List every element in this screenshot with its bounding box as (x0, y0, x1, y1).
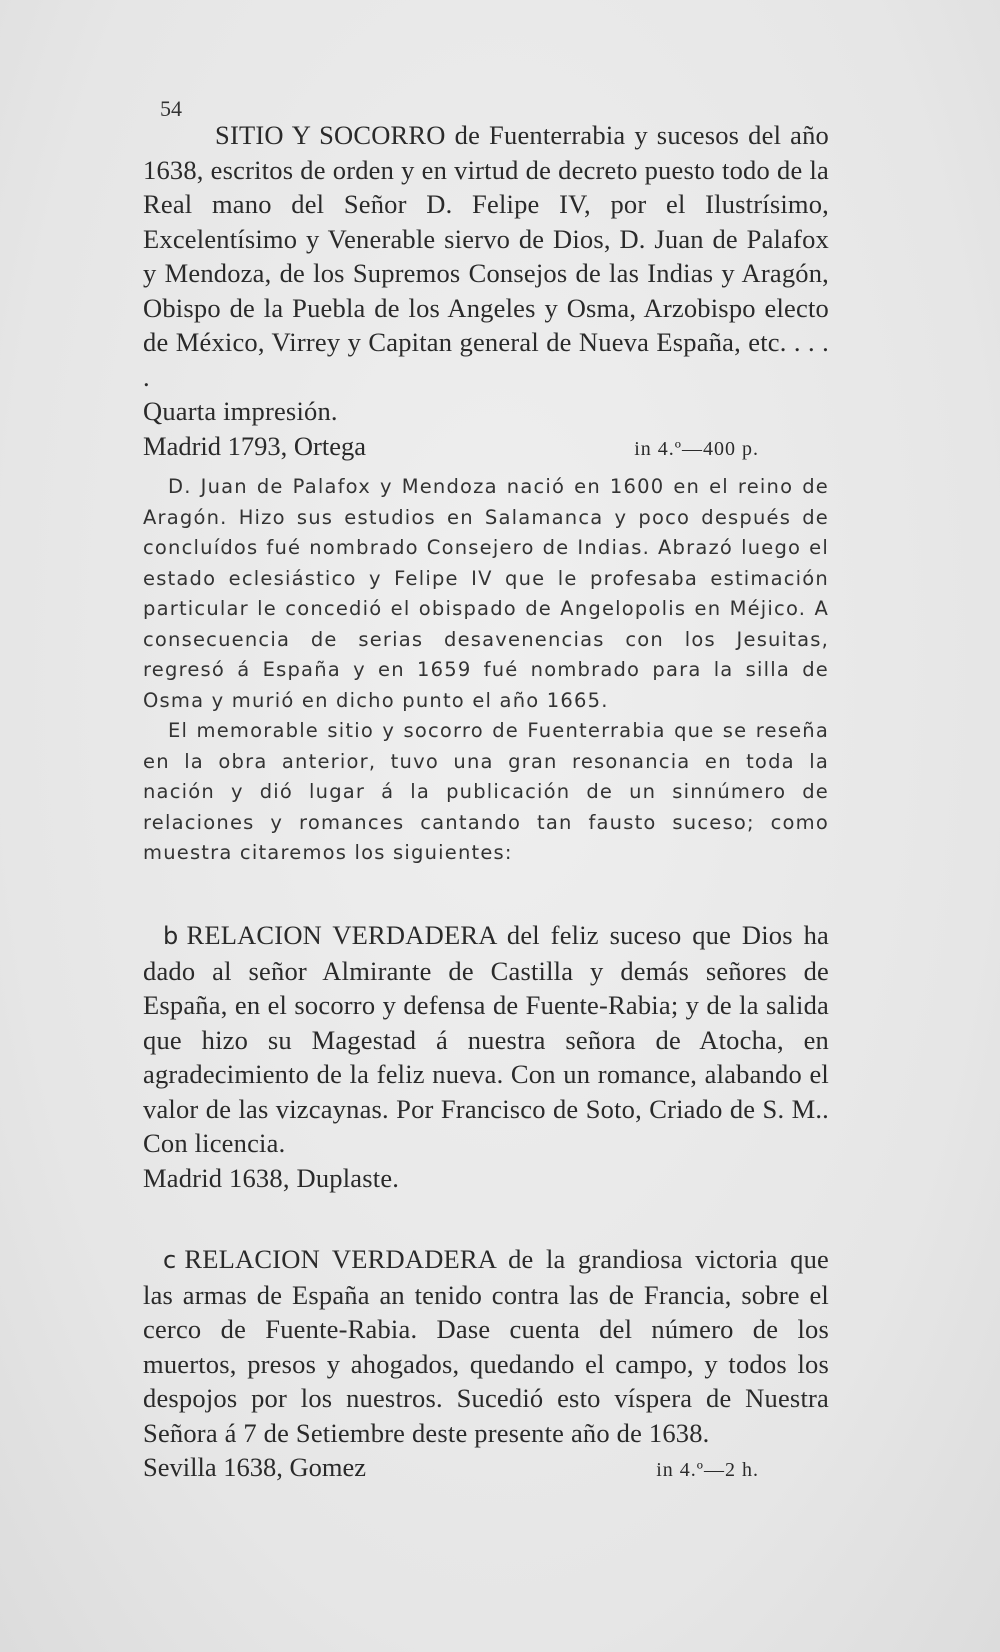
entry-a-title: SITIO Y SOCORRO de Fuenterrabia y sucesos del año 1638, escritos de orden y en virtud de decreto puesto todo de la Real mano del Señor D. Felipe IV, por el Ilustrísimo, Excelentísimo y Venerable siervo de Dios, D. Juan de Palafox y Mendoza, de los Supremos Consejos de las Indias y Aragón, Obispo de la Puebla de los Angeles y Osma, Arzobispo electo de México, Virrey y Capitan general de Nueva España, etc. . . . . (143, 120, 829, 392)
note-paragraph-2: El memorable sitio y socorro de Fuenterrabia que se reseña en la obra anterior, tuvo una gran resonancia en toda la nación y dió lugar á la publicación de un sinnúmero de relaciones y romances cantando tan fausto suceso; como muestra citaremos los siguientes: (143, 719, 829, 864)
entry-c-marker: c (163, 1246, 177, 1274)
entry-c-imprint-line (143, 1450, 829, 1488)
bibliography-entry-c (143, 1242, 829, 1488)
entry-a-edition: Quarta impresión. (143, 396, 338, 426)
bibliography-entry-a (143, 118, 829, 466)
entry-c-imprint: Sevilla 1638, Gomez (143, 1452, 366, 1482)
entry-a-format: in 4.º—400 p. (634, 437, 759, 460)
commentary-note (143, 472, 829, 869)
entry-b-marker: b (163, 922, 179, 950)
entry-b-text: b RELACION VERDADERA del feliz suceso que Dios ha dado al señor Almirante de Castilla y demás señores de España, en el socorro y defensa de Fuente-Rabia; y de la salida que hizo su Magestad á nuestra señora de Atocha, en agradecimiento de la feliz nueva. Con un romance, alabando el valor de las vizcaynas. Por Francisco de Soto, Criado de S. M.. Con licencia. (143, 920, 829, 1158)
note-paragraph-1: D. Juan de Palafox y Mendoza nació en 1600 en el reino de Aragón. Hizo sus estudios en Salamanca y poco después de concluídos fué nombrado Consejero de Indias. Abrazó luego el estado eclesiástico y Felipe IV que le profesaba estimación particular le concedió el obispado de Angelopolis en Méjico. A consecuencia de serias desavenencias con los Jesuitas, regresó á España y en 1659 fué nombrado para la silla de Osma y murió en dicho punto el año 1665. (143, 475, 829, 712)
entry-c-text: c RELACION VERDADERA de la grandiosa victoria que las armas de España an tenido contra las de Francia, sobre el cerco de Fuente-Rabia. Dase cuenta del número de los muertos, presos y ahogados, quedando el campo, y todos los despojos por los nuestros. Sucedió esto víspera de Nuestra Señora á 7 de Setiembre deste presente año de 1638. (143, 1244, 829, 1448)
entry-a-imprint: Madrid 1793, Ortega (143, 430, 366, 461)
entry-a-imprint-line (143, 429, 829, 467)
page-number: 54 (160, 96, 182, 121)
entry-b-imprint: Madrid 1638, Duplaste. (143, 1162, 400, 1193)
entry-c-format: in 4.º—2 h. (656, 1459, 759, 1481)
bibliography-entry-b (143, 918, 829, 1195)
